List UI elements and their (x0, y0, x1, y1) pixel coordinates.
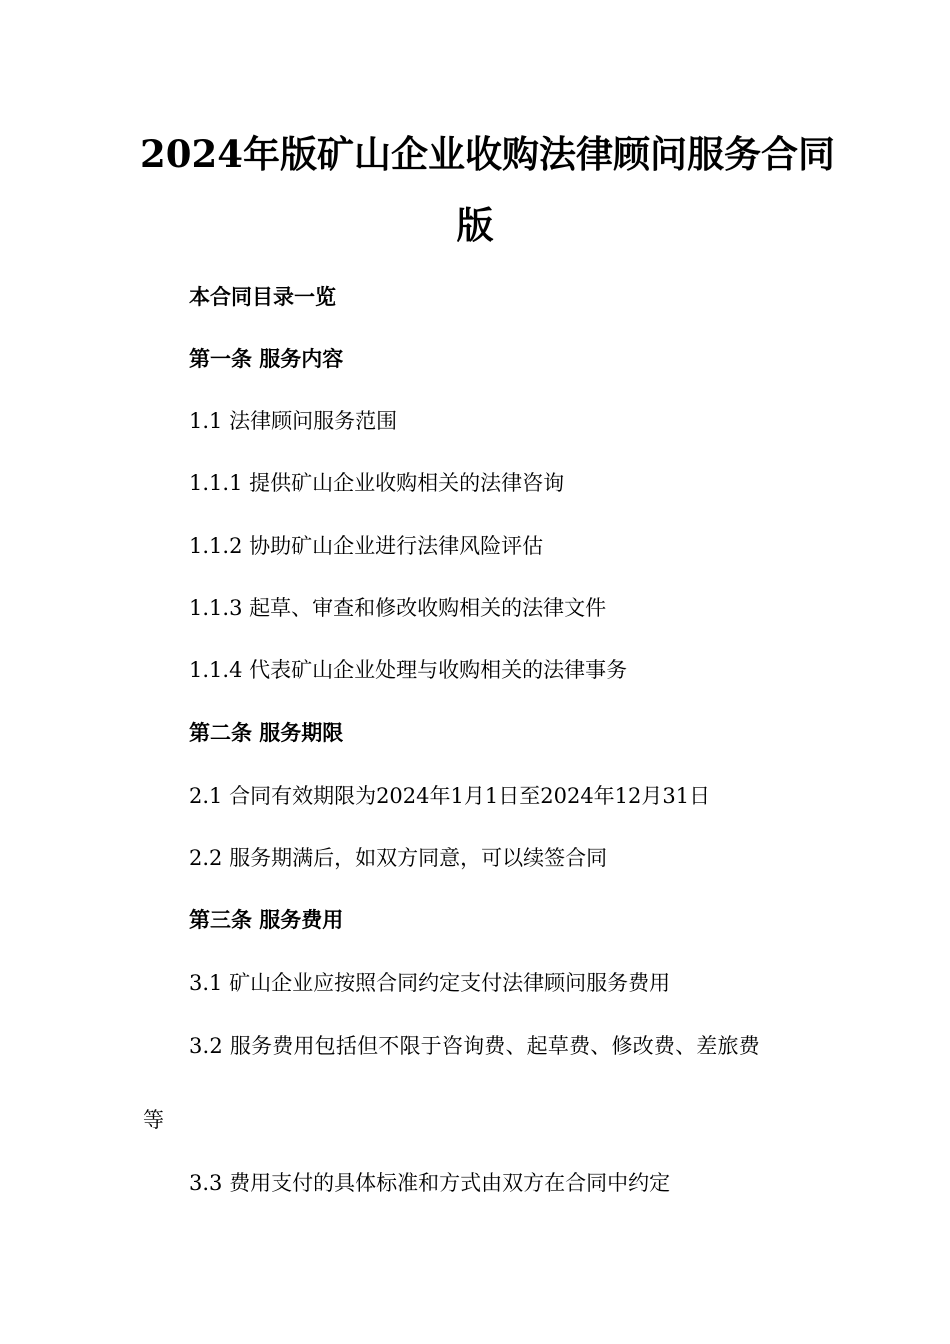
article2-item: 2.1 合同有效期限为2024年1月1日至2024年12月31日 (189, 784, 711, 808)
article1-item: 1.1 法律顾问服务范围 (189, 409, 398, 433)
article3-item: 3.1 矿山企业应按照合同约定支付法律顾问服务费用 (189, 971, 671, 995)
article2-item: 2.2 服务期满后，如双方同意，可以续签合同 (189, 846, 608, 870)
article1-heading: 第一条 服务内容 (189, 347, 344, 371)
article1-item: 1.1.4 代表矿山企业处理与收购相关的法律事务 (189, 658, 628, 682)
article3-item-continuation: 等 (143, 1108, 164, 1132)
article2-heading: 第二条 服务期限 (189, 721, 344, 745)
article1-item: 1.1.2 协助矿山企业进行法律风险评估 (189, 534, 544, 558)
document-title-line1: 2024年版矿山企业收购法律顾问服务合同 (140, 132, 835, 176)
article3-item: 3.2 服务费用包括但不限于咨询费、起草费、修改费、差旅费 (189, 1034, 760, 1058)
article3-heading: 第三条 服务费用 (189, 908, 344, 932)
article1-item: 1.1.1 提供矿山企业收购相关的法律咨询 (189, 471, 565, 495)
document-title-line2: 版 (456, 203, 494, 247)
article3-item: 3.3 费用支付的具体标准和方式由双方在合同中约定 (189, 1171, 671, 1195)
article1-item: 1.1.3 起草、审查和修改收购相关的法律文件 (189, 596, 607, 620)
toc-heading: 本合同目录一览 (189, 285, 336, 309)
